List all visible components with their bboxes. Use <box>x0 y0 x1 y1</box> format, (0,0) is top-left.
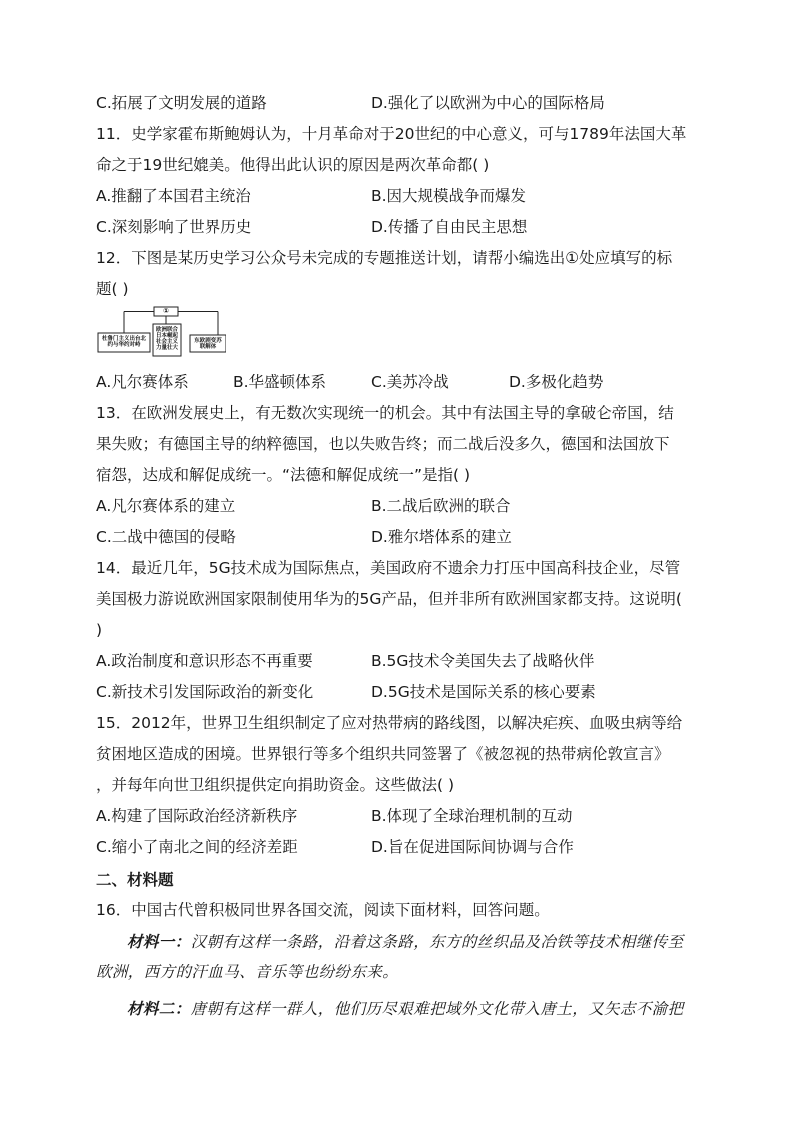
q15-option-a: A.构建了国际政治经济新秩序 <box>96 807 298 825</box>
q16-material1-line2: 欧洲，西方的汗血马、音乐等也纷纷东来。 <box>96 963 399 981</box>
q12-diagram-middle-box: 欧洲联合日本崛起社会主义力量壮大 <box>155 327 178 351</box>
q13-option-b: B.二战后欧洲的联合 <box>371 497 511 515</box>
q11-option-a: A.推翻了本国君主统治 <box>96 187 251 205</box>
q12-topic-diagram <box>96 305 696 367</box>
q13-options-cd <box>96 522 696 553</box>
q15-options-ab <box>96 801 696 832</box>
q15-stem-line2: 贫困地区造成的困境。世界银行等多个组织共同签署了《被忽视的热带病伦敦宣言》 <box>96 745 670 763</box>
q11-options-ab <box>96 181 696 212</box>
q15-stem-line3: ，并每年向世卫组织提供定向捐助资金。这些做法( ) <box>96 776 455 794</box>
q10-option-d: D.强化了以欧洲为中心的国际格局 <box>371 94 605 112</box>
q12-diagram-left-box: 杜鲁门主义出台北约与华约对峙 <box>101 336 146 348</box>
q16-material1-label: 材料一： <box>127 932 191 951</box>
section-heading-materials: 二、材料题 <box>96 871 174 889</box>
q13-option-c: C.二战中德国的侵略 <box>96 528 236 546</box>
q11-stem-line1: 11．史学家霍布斯鲍姆认为，十月革命对于20世纪的中心意义，可与1789年法国大革 <box>96 125 687 143</box>
q12-stem-line1: 12．下图是某历史学习公众号未完成的专题推送计划，请帮小编选出①处应填写的标 <box>96 249 673 267</box>
q13-option-d: D.雅尔塔体系的建立 <box>371 528 512 546</box>
q16-material2-label: 材料二： <box>127 999 191 1018</box>
q13-stem-line3: 宿怨，达成和解促成统一。“法德和解促成统一”是指( ) <box>96 466 471 484</box>
q15-stem-line1: 15．2012年，世界卫生组织制定了应对热带病的路线图，以解决疟疾、血吸虫病等给 <box>96 714 683 732</box>
q11-option-b: B.因大规模战争而爆发 <box>371 187 527 205</box>
exam-page <box>96 88 696 1024</box>
q12-option-c: C.美苏冷战 <box>371 373 449 391</box>
q12-diagram-right-box: 东欧剧变苏联解体 <box>194 338 222 350</box>
q16-material1-text1: 汉朝有这样一条路，沿着这条路，东方的丝织品及冶铁等技术相继传至 <box>190 933 684 951</box>
q12-option-a: A.凡尔赛体系 <box>96 373 189 391</box>
q15-options-cd <box>96 832 696 863</box>
q10-options-cd <box>96 88 696 119</box>
q13-stem-line1: 13．在欧洲发展史上，有无数次实现统一的机会。其中有法国主导的拿破仑帝国，结 <box>96 404 674 422</box>
q12-stem-line2: 题( ) <box>96 280 129 298</box>
q12-option-d: D.多极化趋势 <box>509 373 604 391</box>
q10-option-c: C.拓展了文明发展的道路 <box>96 94 267 112</box>
q11-option-d: D.传播了自由民主思想 <box>371 218 528 236</box>
q14-options-cd <box>96 677 696 708</box>
q11-stem-line2: 命之于19世纪媲美。他得出此认识的原因是两次革命都( ) <box>96 156 490 174</box>
q15-option-c: C.缩小了南北之间的经济差距 <box>96 838 298 856</box>
q13-option-a: A.凡尔赛体系的建立 <box>96 497 236 515</box>
q11-option-c: C.深刻影响了世界历史 <box>96 218 252 236</box>
q14-stem-line1: 14．最近几年，5G技术成为国际焦点，美国政府不遗余力打压中国高科技企业，尽管 <box>96 559 681 577</box>
q14-option-c: C.新技术引发国际政治的新变化 <box>96 683 314 701</box>
q15-option-b: B.体现了全球治理机制的互动 <box>371 807 573 825</box>
q14-option-a: A.政治制度和意识形态不再重要 <box>96 652 313 670</box>
q16-material2-line1 <box>96 993 696 1024</box>
q14-option-b: B.5G技术令美国失去了战略伙伴 <box>371 652 595 670</box>
q14-stem-line3: ) <box>96 621 103 639</box>
q15-option-d: D.旨在促进国际间协调与合作 <box>371 838 574 856</box>
q14-stem-line2: 美国极力游说欧洲国家限制使用华为的5G产品，但并非所有欧洲国家都支持。这说明( <box>96 590 682 608</box>
q16-material2-text1: 唐朝有这样一群人，他们历尽艰难把域外文化带入唐土，又矢志不渝把 <box>190 1000 684 1018</box>
q14-option-d: D.5G技术是国际关系的核心要素 <box>371 683 596 701</box>
q11-options-cd <box>96 212 696 243</box>
q14-options-ab <box>96 646 696 677</box>
q12-options <box>96 367 696 398</box>
q12-diagram-top-box: ① <box>163 307 169 315</box>
q16-stem-line1: 16．中国古代曾积极同世界各国交流，阅读下面材料，回答问题。 <box>96 901 550 919</box>
q13-stem-line2: 果失败；有德国主导的纳粹德国，也以失败告终；而二战后没多久，德国和法国放下 <box>96 435 670 453</box>
q12-option-b: B.华盛顿体系 <box>233 373 327 391</box>
q16-material1-line1 <box>96 926 696 957</box>
q13-options-ab <box>96 491 696 522</box>
